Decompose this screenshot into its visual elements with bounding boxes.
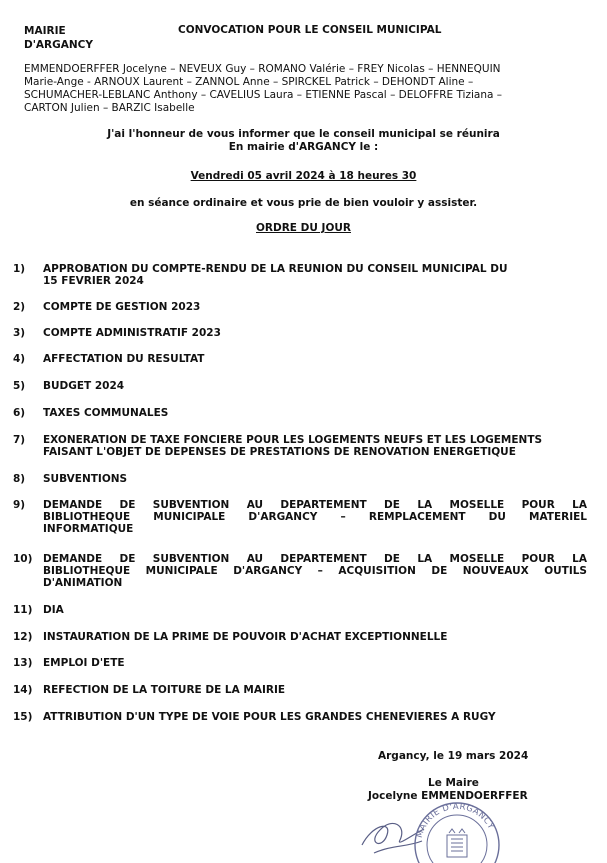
agenda-item-number: 1) (13, 263, 26, 275)
agenda-item-number: 8) (13, 473, 26, 485)
agenda-item-text: APPROBATION DU COMPTE-RENDU DE LA REUNION DU CONSEIL MUNICIPAL DU (43, 263, 508, 275)
agenda-item-number: 5) (13, 380, 26, 392)
intro-text (0, 128, 607, 154)
agenda-item-text: INSTAURATION DE LA PRIME DE POUVOIR D'ACHAT EXCEPTIONNELLE (43, 631, 448, 643)
agenda-item-text: INFORMATIQUE (43, 523, 134, 535)
stamp-emblem (447, 829, 467, 857)
mairie-line-1: MAIRIE (24, 25, 66, 37)
agenda-item-text: EXONERATION DE TAXE FONCIERE POUR LES LOGEMENTS NEUFS ET LES LOGEMENTS (43, 434, 543, 446)
intro-line-1: J'ai l'honneur de vous informer que le conseil municipal se réunira (107, 128, 500, 140)
agenda-item-text: ATTRIBUTION D'UN TYPE DE VOIE POUR LES GRANDES CHENEVIERES A RUGY (43, 711, 496, 723)
meeting-date-text: Vendredi 05 avril 2024 à 18 heures 30 (190, 170, 417, 182)
agenda-item-number: 2) (13, 301, 26, 313)
agenda-item-number: 11) (13, 604, 33, 616)
agenda-item-number: 9) (13, 499, 26, 511)
agenda-item-text: 15 FEVRIER 2024 (43, 275, 144, 287)
agenda-item-text: AFFECTATION DU RESULTAT (43, 353, 205, 365)
agenda-item-number: 13) (13, 657, 33, 669)
agenda-item-number: 15) (13, 711, 33, 723)
agenda-item-text: REFECTION DE LA TOITURE DE LA MAIRIE (43, 684, 286, 696)
agenda-item-text: DEMANDE DE SUBVENTION AU DEPARTEMENT DE LA MOSELLE POUR LA (43, 499, 587, 511)
agenda-item-number: 7) (13, 434, 26, 446)
agenda-item-text: BUDGET 2024 (43, 380, 125, 392)
signature-title: Le Maire (428, 777, 479, 789)
agenda-item-text: COMPTE ADMINISTRATIF 2023 (43, 327, 221, 339)
stamp-text (415, 802, 496, 839)
council-members-list (24, 63, 607, 115)
agenda-item-text: BIBLIOTHEQUE MUNICIPALE D'ARGANCY – REMPLACEMENT DU MATERIEL (43, 511, 587, 523)
agenda-item-number: 14) (13, 684, 33, 696)
agenda-item-number: 3) (13, 327, 26, 339)
agenda-item-text: DIA (43, 604, 64, 616)
agenda-item-number: 12) (13, 631, 33, 643)
agenda-item-text: DEMANDE DE SUBVENTION AU DEPARTEMENT DE LA MOSELLE POUR LA (43, 553, 587, 565)
agenda-item-number: 6) (13, 407, 26, 419)
signature-name: Jocelyne EMMENDOERFFER (368, 790, 528, 802)
mairie-line-2: D'ARGANCY (24, 39, 93, 51)
agenda-item-text: TAXES COMMUNALES (43, 407, 169, 419)
agenda-title (0, 222, 607, 234)
agenda-item-text: D'ANIMATION (43, 577, 123, 589)
agenda-item-number: 4) (13, 353, 26, 365)
agenda-item-text: COMPTE DE GESTION 2023 (43, 301, 201, 313)
agenda-item-text: BIBLIOTHEQUE MUNICIPALE D'ARGANCY – ACQUISITION DE NOUVEAUX OUTILS (43, 565, 587, 577)
signature-place-date: Argancy, le 19 mars 2024 (378, 750, 529, 762)
agenda-item-number: 10) (13, 553, 33, 565)
mairie-stamp (352, 795, 502, 863)
members-line: SCHUMACHER-LEBLANC Anthony – CAVELIUS Laura – ETIENNE Pascal – DELOFFRE Tiziana – (24, 89, 503, 101)
agenda-item-text: FAISANT L'OBJET DE DEPENSES DE PRESTATIONS DE RENOVATION ENERGETIQUE (43, 446, 516, 458)
members-line: CARTON Julien – BARZIC Isabelle (24, 102, 195, 114)
mairie-name (24, 24, 93, 52)
meeting-date (0, 170, 607, 182)
stamp-ring-outer (415, 803, 499, 863)
document-title: CONVOCATION POUR LE CONSEIL MUNICIPAL (178, 24, 442, 36)
intro-line-2: En mairie d'ARGANCY le : (228, 141, 379, 153)
members-line: EMMENDOERFFER Jocelyne – NEVEUX Guy – ROMANO Valérie – FREY Nicolas – HENNEQUIN (24, 63, 501, 75)
seance-text: en séance ordinaire et vous prie de bien vouloir y assister. (129, 197, 478, 209)
members-line: Marie-Ange - ARNOUX Laurent – ZANNOL Anne – SPIRCKEL Patrick – DEHONDT Aline – (24, 76, 474, 88)
stamp-text-path: MAIRIE D'ARGANCY (414, 801, 496, 840)
agenda-title-text: ORDRE DU JOUR (256, 222, 351, 234)
agenda-item-text: SUBVENTIONS (43, 473, 128, 485)
agenda-item-text: EMPLOI D'ETE (43, 657, 125, 669)
